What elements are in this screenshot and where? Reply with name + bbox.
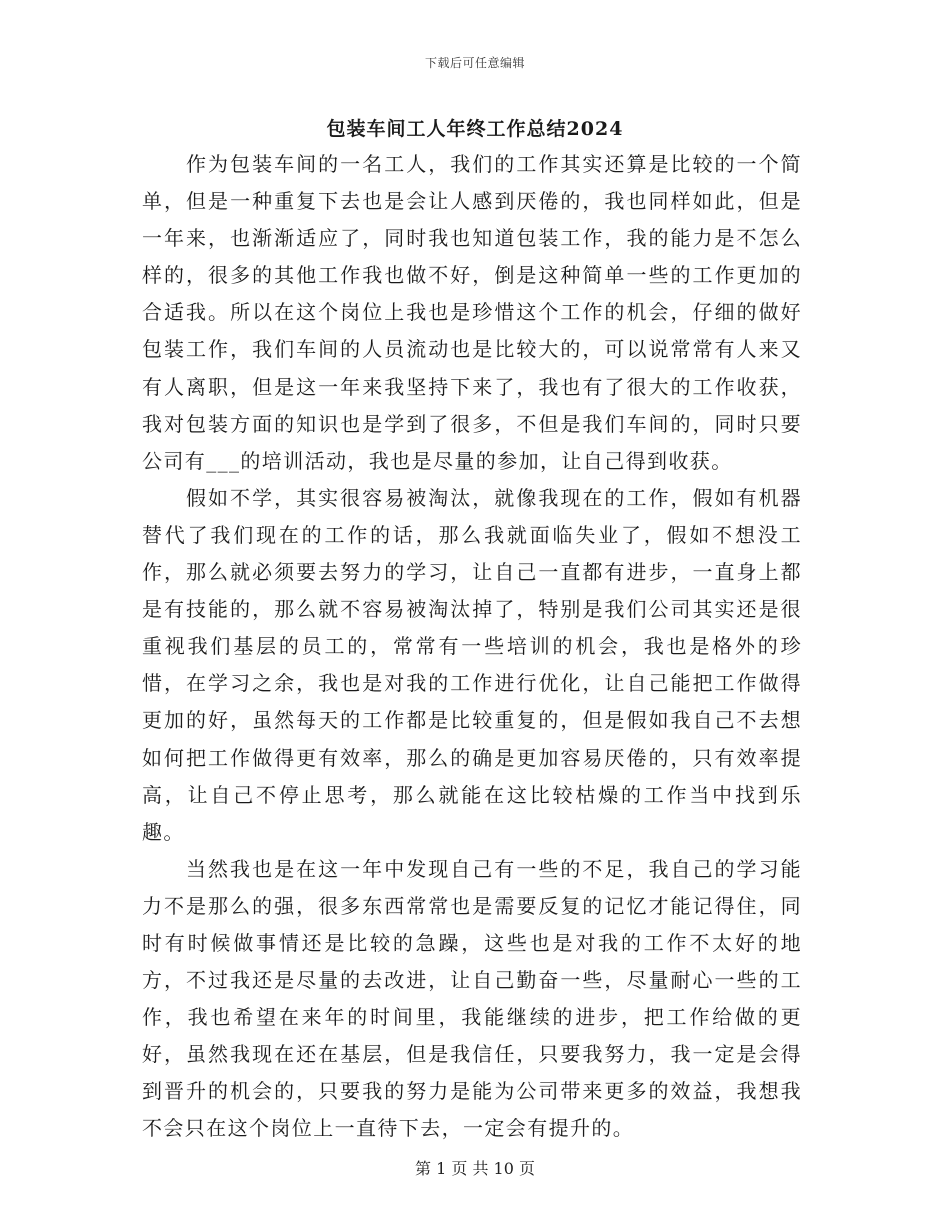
document-body bbox=[142, 146, 802, 1148]
paragraph-1: 作为包装车间的一名工人，我们的工作其实还算是比较的一个简单，但是一种重复下去也是会让人感到厌倦的，我也同样如此，但是一年来，也渐渐适应了，同时我也知道包装工作，我的能力是不怎么样的，很多的其他工作我也做不好，倒是这种简单一些的工作更加的合适我。所以在这个岗位上我也是珍惜这个工作的机会，仔细的做好包装工作，我们车间的人员流动也是比较大的，可以说常常有人来又有人离职，但是这一年来我坚持下来了，我也有了很大的工作收获，我对包装方面的知识也是学到了很多，不但是我们车间的，同时只要公司有___的培训活动，我也是尽量的参加，让自己得到收获。 bbox=[142, 152, 802, 473]
page-header-note: 下载后可任意编辑 bbox=[424, 56, 525, 70]
document-title: 包装车间工人年终工作总结2024 bbox=[326, 118, 624, 140]
page-number-footer: 第 1 页 共 10 页 bbox=[415, 1159, 535, 1178]
paragraph-3: 当然我也是在这一年中发现自己有一些的不足，我自己的学习能力不是那么的强，很多东西常常也是需要反复的记忆才能记得住，同时有时候做事情还是比较的急躁，这些也是对我的工作不太好的地方，不过我还是尽量的去改进，让自己勤奋一些，尽量耐心一些的工作，我也希望在来年的时间里，我能继续的进步，把工作给做的更好，虽然我现在还在基层，但是我信任，只要我努力，我一定是会得到晋升的机会的，只要我的努力是能为公司带来更多的效益，我想我不会只在这个岗位上一直待下去，一定会有提升的。 bbox=[142, 856, 802, 1141]
paragraph-2: 假如不学，其实很容易被淘汰，就像我现在的工作，假如有机器替代了我们现在的工作的话，那么我就面临失业了，假如不想没工作，那么就必须要去努力的学习，让自己一直都有进步，一直身上都是有技能的，那么就不容易被淘汰掉了，特别是我们公司其实还是很重视我们基层的员工的，常常有一些培训的机会，我也是格外的珍惜，在学习之余，我也是对我的工作进行优化，让自己能把工作做得更加的好，虽然每天的工作都是比较重复的，但是假如我自己不去想如何把工作做得更有效率，那么的确是更加容易厌倦的，只有效率提高，让自己不停止思考，那么就能在这比较枯燥的工作当中找到乐趣。 bbox=[142, 485, 802, 844]
